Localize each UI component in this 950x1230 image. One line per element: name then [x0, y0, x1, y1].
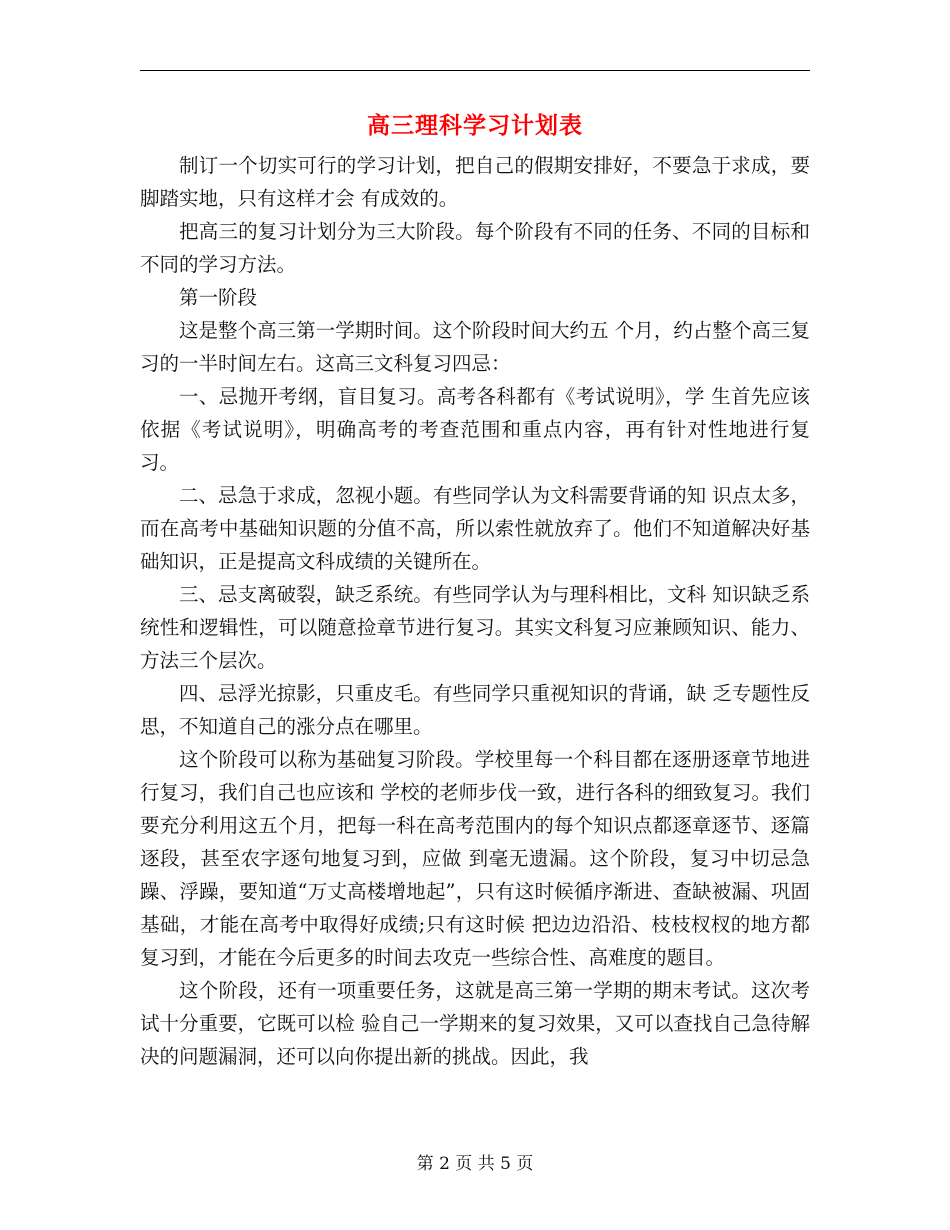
header-rule — [140, 70, 810, 71]
paragraph-taboo-four: 四、忌浮光掠影，只重皮毛。有些同学只重视知识的背诵，缺 乏专题性反思，不知道自己的涨分点在哪里。 — [140, 682, 810, 738]
paragraph-intro: 制订一个切实可行的学习计划，把自己的假期安排好，不要急于求成，要脚踏实地，只有这样才会 有成效的。 — [140, 154, 810, 210]
paragraph-taboo-two: 二、忌急于求成，忽视小题。有些同学认为文科需要背诵的知 识点太多，而在高考中基础知识题的分值不高，所以索性就放弃了。他们不知道解决好基础知识，正是提高文科成绩的关键所在。 — [140, 484, 810, 573]
paragraph-final-exam: 这个阶段，还有一项重要任务，这就是高三第一学期的期末考试。这次考试十分重要，它既可以检 验自己一学期来的复习效果，又可以查找自己急待解决的问题漏洞，还可以向你提出新的挑战。因此，我 — [140, 979, 810, 1068]
page-number-footer: 第 2 页 共 5 页 — [416, 1154, 534, 1174]
paragraph-stage-one-overview: 这是整个高三第一学期时间。这个阶段时间大约五 个月，约占整个高三复习的一半时间左右。这高三文科复习四忌： — [140, 319, 810, 375]
paragraph-three-stages: 把高三的复习计划分为三大阶段。每个阶段有不同的任务、不同的目标和不同的学习方法。 — [140, 220, 810, 276]
section-heading-stage-one: 第一阶段 — [179, 286, 258, 309]
document-title: 高三理科学习计划表 — [367, 112, 583, 139]
paragraph-taboo-one: 一、忌抛开考纲，盲目复习。高考各科都有《考试说明》，学 生首先应该依据《考试说明》，明确高考的考查范围和重点内容，再有针对性地进行复习。 — [140, 385, 810, 474]
paragraph-basic-review: 这个阶段可以称为基础复习阶段。学校里每一个科目都在逐册逐章节地进行复习，我们自己也应该和 学校的老师步伐一致，进行各科的细致复习。我们要充分利用这五个月，把每一科在高考范围内的每个知识点都逐章逐节、逐篇逐段，甚至农字逐句地复习到，应做 到毫无遗漏。这个阶段，复习中切忌急躁、浮躁，要知道“万丈高楼增地起”，只有这时候循序渐进、查缺被漏、巩固基础，才能在高考中取得好成绩;只有这时候 把边边沿沿、枝枝杈杈的地方都复习到，才能在今后更多的时间去攻克一些综合性、高难度的题目。 — [140, 748, 810, 969]
document-body — [140, 149, 810, 1073]
paragraph-taboo-three: 三、忌支离破裂，缺乏系统。有些同学认为与理科相比，文科 知识缺乏系统性和逻辑性，可以随意捡章节进行复习。其实文科复习应兼顾知识、能力、方法三个层次。 — [140, 583, 810, 672]
